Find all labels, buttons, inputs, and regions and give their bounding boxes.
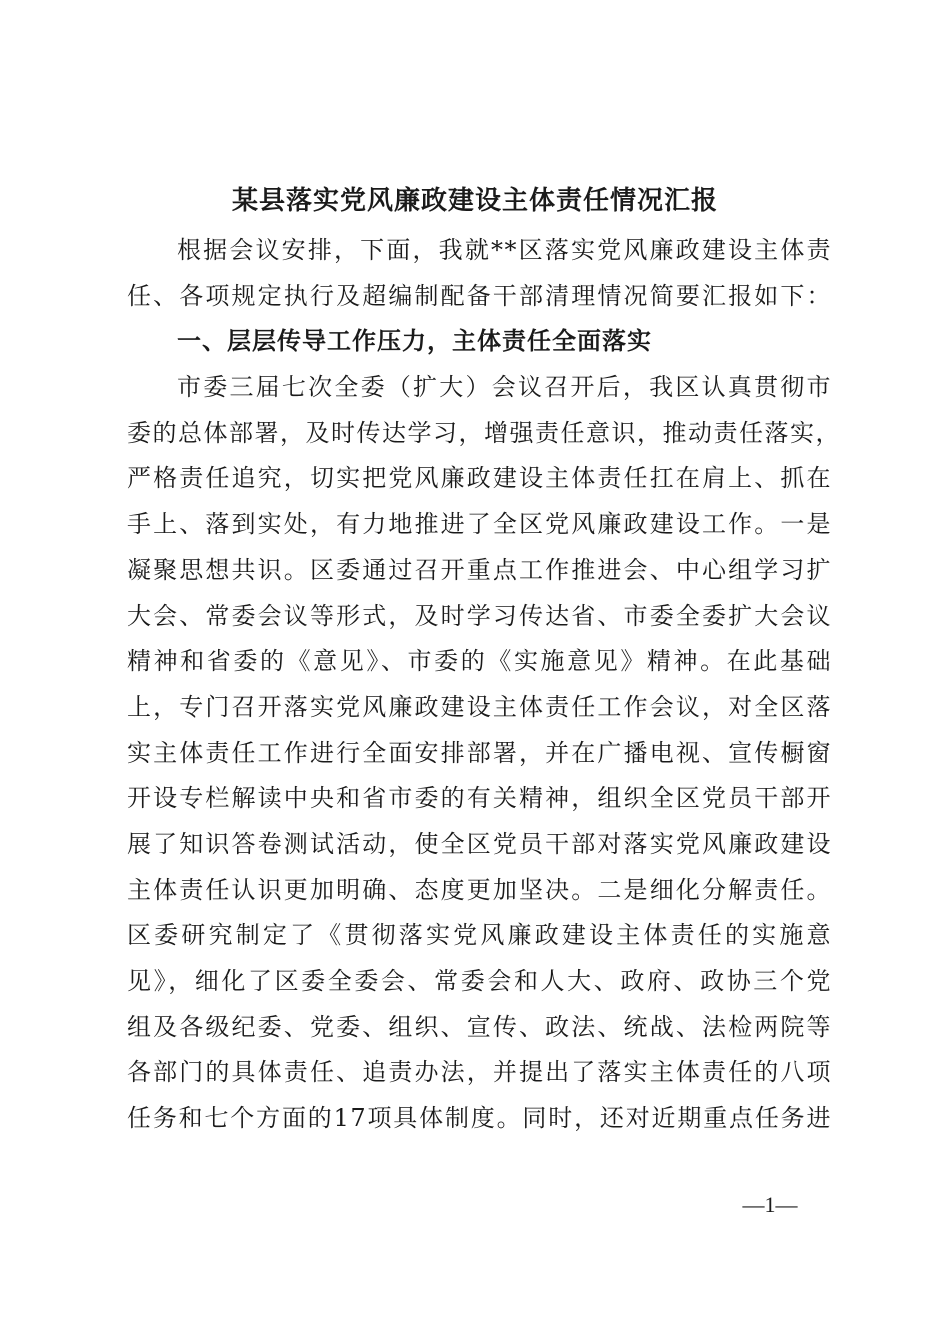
body-line: 手上、落到实处，有力地推进了全区党风廉政建设工作。一是 [127,510,832,539]
page-number: —1— [742,1192,798,1217]
body-line: 各部门的具体责任、追责办法，并提出了落实主体责任的八项 [127,1058,832,1087]
body-line: 主体责任认识更加明确、态度更加坚决。二是细化分解责任。 [127,875,832,904]
body-line: 严格责任追究，切实把党风廉政建设主体责任扛在肩上、抓在 [127,464,832,493]
body-line: 实主体责任工作进行全面安排部署，并在广播电视、宣传橱窗 [127,738,832,767]
body-line: 开设专栏解读中央和省市委的有关精神，组织全区党员干部开 [127,784,832,813]
body-line: 根据会议安排，下面，我就**区落实党风廉政建设主体责 [177,236,832,264]
document-title: 某县落实党风廉政建设主体责任情况汇报 [231,186,718,216]
body-line: 组及各级纪委、党委、组织、宣传、政法、统战、法检两院等 [127,1012,832,1041]
body-line: 任、各项规定执行及超编制配备干部清理情况简要汇报如下： [127,281,832,310]
body-line: 见》，细化了区委全委会、常委会和人大、政府、政协三个党 [127,967,832,995]
body-line: 任务和七个方面的17项具体制度。同时，还对近期重点任务进 [127,1104,832,1133]
body-line: 市委三届七次全委（扩大）会议召开后，我区认真贯彻市 [177,373,832,402]
document-body [127,228,841,1142]
body-line: 上，专门召开落实党风廉政建设主体责任工作会议，对全区落 [127,692,832,721]
body-line: 展了知识答卷测试活动，使全区党员干部对落实党风廉政建设 [127,829,832,858]
body-line: 大会、常委会议等形式，及时学习传达省、市委全委扩大会议 [127,601,832,630]
body-line: 凝聚思想共识。区委通过召开重点工作推进会、中心组学习扩 [127,555,832,584]
section-heading: 一、层层传导工作压力，主体责任全面落实 [177,327,652,356]
body-line: 委的总体部署，及时传达学习，增强责任意识，推动责任落实， [127,418,841,447]
body-line: 区委研究制定了《贯彻落实党风廉政建设主体责任的实施意 [127,921,832,950]
body-line: 精神和省委的《意见》、市委的《实施意见》精神。在此基础 [127,647,832,676]
